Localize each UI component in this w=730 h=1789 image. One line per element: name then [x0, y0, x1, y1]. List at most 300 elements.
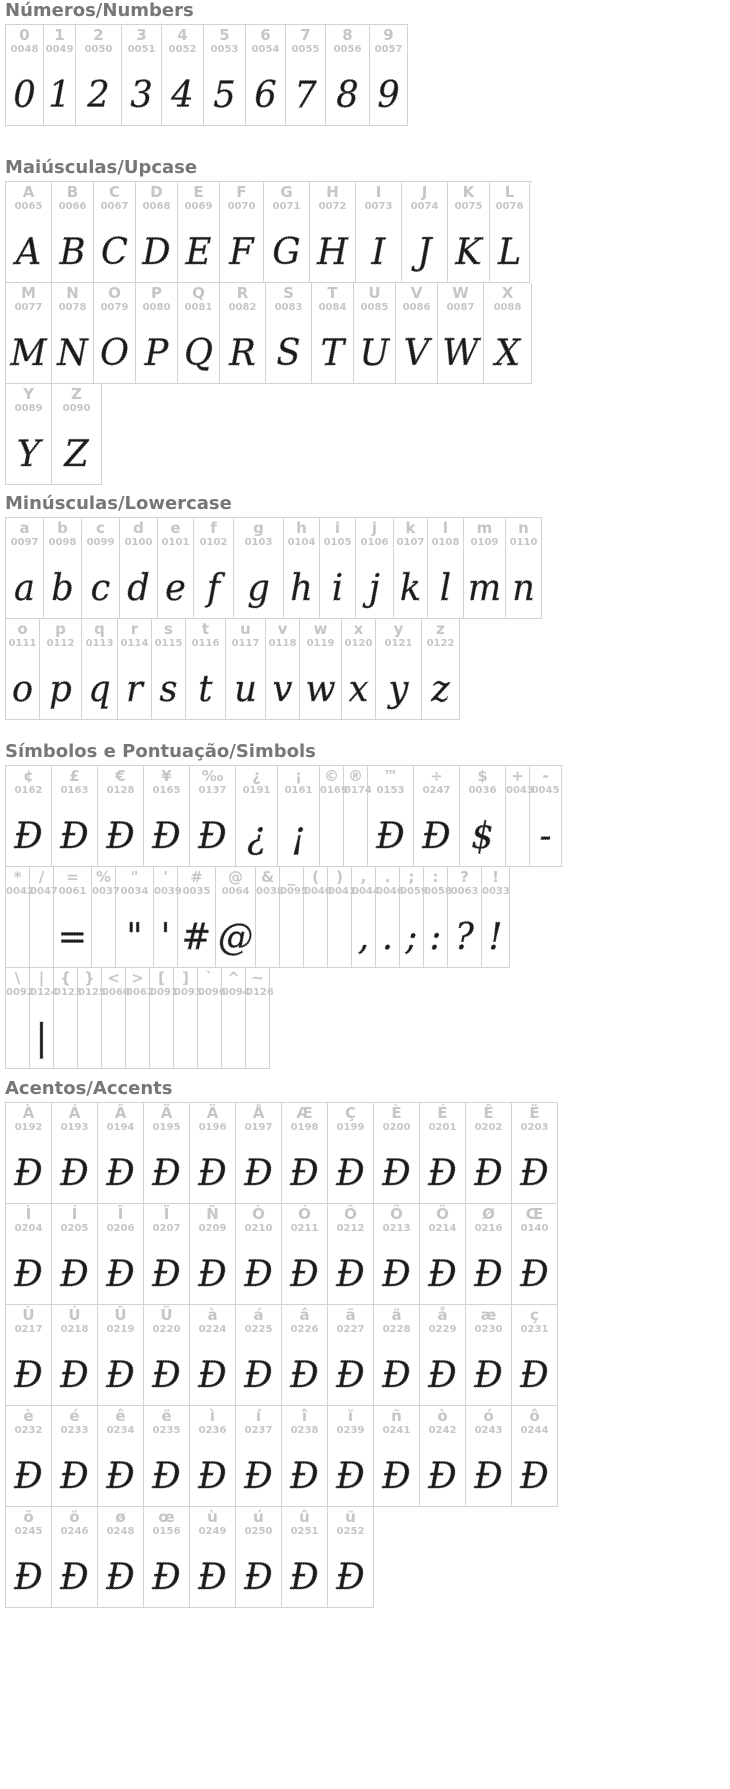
section-title: Acentos/Accents — [5, 1078, 173, 1099]
char-code: 0249 — [198, 1526, 227, 1537]
glyph-sample — [282, 1141, 327, 1199]
svg-text:f: f — [206, 567, 221, 610]
glyph-sample — [282, 1242, 327, 1300]
char-code: 0085 — [360, 302, 389, 313]
glyph-cell — [286, 25, 326, 126]
svg-text:Đ: Đ — [14, 815, 43, 858]
glyph-sample — [466, 1343, 511, 1401]
char-label: æ — [480, 1306, 497, 1324]
glyph-cell — [368, 766, 414, 867]
char-label: ú — [253, 1508, 264, 1526]
char-code: 0123 — [54, 987, 82, 998]
char-code: 0137 — [198, 785, 227, 796]
char-code: 0192 — [14, 1122, 43, 1133]
svg-text:P: P — [144, 332, 169, 375]
glyph-cell — [52, 1204, 98, 1305]
svg-text:Đ: Đ — [106, 1556, 135, 1599]
char-label: K — [462, 183, 475, 201]
svg-text:Đ: Đ — [382, 1253, 411, 1296]
glyph-cell — [266, 283, 312, 384]
glyph-sample — [356, 220, 401, 278]
glyph-cell — [282, 1204, 328, 1305]
svg-text::: : — [429, 916, 442, 959]
glyph-cell — [6, 518, 44, 619]
char-label: Z — [71, 385, 82, 403]
char-label: 5 — [219, 26, 230, 44]
glyph-sample — [52, 804, 97, 862]
glyph-cell — [530, 766, 562, 867]
char-code: 0174 — [344, 785, 372, 796]
char-label: B — [66, 183, 79, 201]
section-upcase — [5, 157, 532, 485]
char-code: 0106 — [360, 537, 389, 548]
char-code: 0219 — [106, 1324, 135, 1335]
glyph-cell — [154, 867, 182, 968]
char-code: 0062 — [126, 987, 154, 998]
glyph-cell — [506, 518, 542, 619]
glyph-cell — [158, 518, 194, 619]
svg-text:@: @ — [217, 916, 254, 959]
glyph-sample — [190, 1545, 235, 1603]
svg-text:Đ: Đ — [520, 1253, 549, 1296]
glyph-cell — [356, 182, 402, 283]
glyph-cell — [464, 518, 506, 619]
char-label: Ü — [160, 1306, 173, 1324]
glyph-sample — [98, 804, 143, 862]
char-label: X — [501, 284, 514, 302]
glyph-cell — [190, 766, 236, 867]
char-code: 0036 — [468, 785, 497, 796]
glyph-row — [5, 1305, 558, 1406]
svg-text:Z: Z — [64, 433, 89, 476]
glyph-row — [5, 517, 542, 619]
char-code: 0213 — [382, 1223, 411, 1234]
char-code: 0140 — [520, 1223, 549, 1234]
char-label: ! — [492, 868, 499, 886]
svg-text:c: c — [90, 567, 111, 610]
svg-text:B: B — [59, 231, 86, 274]
section-lowercase — [5, 493, 542, 720]
char-code: 0210 — [244, 1223, 273, 1234]
glyph-sample — [120, 556, 157, 614]
char-label: G — [280, 183, 293, 201]
glyph-sample — [310, 220, 355, 278]
glyph-sample — [264, 220, 309, 278]
char-label: Ø — [482, 1205, 495, 1223]
glyph-cell — [174, 968, 202, 1069]
glyph-cell — [54, 968, 82, 1069]
char-code: 0161 — [284, 785, 313, 796]
glyph-sample — [374, 1242, 419, 1300]
svg-text:A: A — [15, 231, 42, 274]
char-code: 0070 — [227, 201, 256, 212]
char-label: Ô — [344, 1205, 357, 1223]
glyph-sample — [94, 220, 135, 278]
glyph-sample — [158, 556, 193, 614]
char-label: ; — [408, 868, 415, 886]
glyph-sample — [286, 63, 325, 121]
glyph-sample — [344, 804, 367, 862]
glyph-sample — [82, 556, 119, 614]
char-code: 0105 — [323, 537, 352, 548]
svg-text:8: 8 — [336, 74, 359, 117]
glyph-sample — [506, 804, 529, 862]
glyph-cell — [98, 1204, 144, 1305]
svg-text:2: 2 — [87, 74, 110, 117]
svg-text:Đ: Đ — [290, 1556, 319, 1599]
glyph-cell — [52, 1103, 98, 1204]
svg-text:Đ: Đ — [520, 1354, 549, 1397]
glyph-cell — [82, 518, 120, 619]
char-code: 0107 — [396, 537, 425, 548]
svg-text:!: ! — [488, 916, 503, 959]
svg-text:F: F — [229, 231, 254, 274]
glyph-sample — [342, 657, 375, 715]
glyph-sample — [420, 1242, 465, 1300]
svg-text:Đ: Đ — [290, 1152, 319, 1195]
char-label: ã — [345, 1306, 356, 1324]
char-label: 9 — [383, 26, 394, 44]
char-label: å — [437, 1306, 448, 1324]
glyph-sample — [118, 657, 151, 715]
char-code: 0236 — [198, 1425, 227, 1436]
char-code: 0061 — [58, 886, 87, 897]
char-code: 0073 — [364, 201, 393, 212]
glyph-sample — [530, 804, 561, 862]
glyph-sample — [256, 905, 279, 963]
glyph-sample — [150, 1006, 173, 1064]
glyph-cell — [52, 182, 94, 283]
svg-text:Đ: Đ — [14, 1354, 43, 1397]
glyph-cell — [328, 1507, 374, 1608]
svg-text:Đ: Đ — [336, 1354, 365, 1397]
char-label: U — [368, 284, 381, 302]
char-code: 0243 — [474, 1425, 503, 1436]
char-label: . — [384, 868, 391, 886]
glyph-cell — [424, 867, 452, 968]
char-code: 0244 — [520, 1425, 549, 1436]
char-label: / — [38, 868, 45, 886]
char-code: 0068 — [142, 201, 171, 212]
char-code: 0233 — [60, 1425, 89, 1436]
glyph-cell — [342, 619, 376, 720]
svg-text:': ' — [160, 916, 171, 959]
glyph-sample — [506, 556, 541, 614]
glyph-sample — [414, 804, 459, 862]
glyph-cell — [466, 1305, 512, 1406]
char-label: " — [130, 868, 139, 886]
svg-text:m: m — [467, 567, 502, 610]
glyph-cell — [428, 518, 464, 619]
char-label: 1 — [54, 26, 65, 44]
glyph-row — [5, 181, 532, 283]
char-label: V — [410, 284, 423, 302]
char-label: E — [193, 183, 204, 201]
char-code: 0206 — [106, 1223, 135, 1234]
svg-text:Đ: Đ — [428, 1152, 457, 1195]
glyph-cell — [264, 182, 310, 283]
svg-text:5: 5 — [213, 74, 236, 117]
char-label: ø — [115, 1508, 126, 1526]
char-code: 0066 — [58, 201, 87, 212]
glyph-cell — [178, 182, 220, 283]
char-label: ] — [182, 969, 189, 987]
glyph-cell — [152, 619, 186, 720]
char-label: > — [131, 969, 144, 987]
char-code: 0193 — [60, 1122, 89, 1133]
glyph-sample — [246, 1006, 269, 1064]
char-code: 0084 — [318, 302, 347, 313]
svg-text:M: M — [10, 332, 47, 375]
glyph-sample — [136, 321, 177, 379]
char-code: 0034 — [120, 886, 149, 897]
svg-text:n: n — [512, 567, 535, 610]
char-code: 0055 — [291, 44, 320, 55]
glyph-sample — [144, 1545, 189, 1603]
char-code: 0207 — [152, 1223, 181, 1234]
svg-text:Đ: Đ — [198, 1152, 227, 1195]
glyph-sample — [6, 556, 43, 614]
char-label: ( — [312, 868, 319, 886]
glyph-row — [5, 1204, 558, 1305]
svg-text:O: O — [100, 332, 129, 375]
glyph-sample — [152, 657, 185, 715]
glyph-cell — [266, 619, 300, 720]
glyph-sample — [376, 657, 421, 715]
glyph-cell — [98, 1305, 144, 1406]
svg-text:Đ: Đ — [382, 1354, 411, 1397]
glyph-cell — [506, 766, 534, 867]
svg-text:Đ: Đ — [60, 1556, 89, 1599]
char-code: 0199 — [336, 1122, 365, 1133]
svg-text:Đ: Đ — [474, 1253, 503, 1296]
char-code: 0037 — [92, 886, 120, 897]
glyph-row — [5, 1507, 558, 1608]
char-code: 0077 — [14, 302, 43, 313]
svg-text:N: N — [57, 332, 88, 375]
glyph-sample — [356, 556, 393, 614]
glyph-cell — [6, 182, 52, 283]
glyph-row — [5, 765, 562, 867]
glyph-cell — [6, 968, 34, 1069]
char-code: 0087 — [446, 302, 475, 313]
svg-text:Đ: Đ — [60, 1354, 89, 1397]
glyph-row — [5, 283, 532, 384]
svg-text:Đ: Đ — [244, 1152, 273, 1195]
char-code: 0049 — [45, 44, 74, 55]
char-code: 0040 — [304, 886, 332, 897]
glyph-sample — [222, 1006, 245, 1064]
char-label: t — [201, 620, 210, 638]
svg-text:Đ: Đ — [198, 1253, 227, 1296]
glyph-sample — [54, 1006, 77, 1064]
svg-text:Đ: Đ — [152, 1354, 181, 1397]
svg-text:Đ: Đ — [14, 1253, 43, 1296]
glyph-cell — [376, 619, 422, 720]
svg-text:Đ: Đ — [106, 1455, 135, 1498]
char-code: 0041 — [328, 886, 356, 897]
char-label: ¢ — [23, 767, 34, 785]
char-code: 0104 — [287, 537, 316, 548]
char-code: 0079 — [100, 302, 129, 313]
svg-text:S: S — [276, 332, 301, 375]
char-label: £ — [69, 767, 80, 785]
char-label: N — [66, 284, 79, 302]
glyph-sample — [190, 1444, 235, 1502]
glyph-sample — [284, 556, 319, 614]
glyph-sample — [6, 905, 29, 963]
glyph-sample — [98, 1242, 143, 1300]
glyph-sample — [464, 556, 505, 614]
svg-text:Đ: Đ — [244, 1253, 273, 1296]
char-label: : — [432, 868, 439, 886]
char-label: Ç — [344, 1104, 356, 1122]
glyph-sample — [6, 1141, 51, 1199]
glyph-sample — [190, 1343, 235, 1401]
char-label: é — [69, 1407, 80, 1425]
glyph-cell — [222, 968, 250, 1069]
char-label: , — [360, 868, 367, 886]
glyph-sample — [282, 1444, 327, 1502]
glyph-cell — [78, 968, 106, 1069]
glyph-cell — [40, 619, 82, 720]
glyph-row — [5, 1406, 558, 1507]
char-label: D — [150, 183, 163, 201]
svg-text:v: v — [272, 668, 293, 711]
svg-text:-: - — [539, 815, 552, 858]
svg-text:3: 3 — [130, 74, 153, 117]
glyph-sample — [52, 1444, 97, 1502]
glyph-cell — [328, 867, 356, 968]
svg-text:Đ: Đ — [152, 815, 181, 858]
svg-text:#: # — [181, 916, 212, 959]
glyph-sample — [320, 556, 355, 614]
svg-text:|: | — [35, 1017, 48, 1060]
glyph-sample — [98, 1343, 143, 1401]
char-label: v — [277, 620, 288, 638]
svg-text:Đ: Đ — [60, 1253, 89, 1296]
svg-text:l: l — [439, 567, 452, 610]
glyph-sample — [512, 1444, 557, 1502]
glyph-row — [5, 867, 562, 968]
char-label: H — [326, 183, 339, 201]
glyph-cell — [282, 1103, 328, 1204]
glyph-sample — [304, 905, 327, 963]
svg-text:X: X — [494, 332, 521, 375]
char-code: 0075 — [454, 201, 483, 212]
glyph-cell — [94, 283, 136, 384]
glyph-cell — [144, 1103, 190, 1204]
glyph-cell — [120, 518, 158, 619]
glyph-cell — [94, 182, 136, 283]
char-code: 0252 — [336, 1526, 365, 1537]
glyph-sample — [6, 1006, 29, 1064]
svg-text:i: i — [331, 567, 344, 610]
char-label: C — [108, 183, 120, 201]
glyph-sample — [236, 1242, 281, 1300]
svg-text:E: E — [185, 231, 212, 274]
glyph-sample — [198, 1006, 221, 1064]
svg-text:h: h — [290, 567, 313, 610]
glyph-sample — [424, 905, 447, 963]
glyph-cell — [420, 1204, 466, 1305]
svg-text:": " — [126, 916, 143, 959]
glyph-cell — [420, 1305, 466, 1406]
glyph-cell — [400, 867, 428, 968]
svg-text:Đ: Đ — [60, 1152, 89, 1195]
glyph-sample — [328, 1545, 373, 1603]
glyph-sample — [328, 1242, 373, 1300]
char-label: M — [21, 284, 36, 302]
char-label: À — [22, 1104, 35, 1122]
glyph-cell — [236, 1507, 282, 1608]
svg-text:q: q — [88, 668, 111, 711]
svg-text:u: u — [234, 668, 257, 711]
char-code: 0053 — [210, 44, 239, 55]
glyph-cell — [234, 518, 284, 619]
char-label: Û — [114, 1306, 127, 1324]
char-label: f — [210, 519, 217, 537]
char-code: 0057 — [374, 44, 403, 55]
char-label: ñ — [391, 1407, 402, 1425]
glyph-sample — [448, 905, 481, 963]
char-label: u — [240, 620, 251, 638]
char-code: 0162 — [14, 785, 43, 796]
svg-text:Đ: Đ — [376, 815, 405, 858]
glyph-cell — [484, 283, 532, 384]
glyph-cell — [344, 766, 372, 867]
char-code: 0093 — [174, 987, 202, 998]
char-label: o — [17, 620, 28, 638]
svg-text:4: 4 — [171, 74, 194, 117]
char-code: 0128 — [106, 785, 135, 796]
char-label: b — [57, 519, 68, 537]
svg-text:s: s — [159, 668, 178, 711]
char-label: 4 — [177, 26, 188, 44]
glyph-sample — [422, 657, 459, 715]
svg-text:Đ: Đ — [336, 1253, 365, 1296]
char-code: 0045 — [531, 785, 560, 796]
char-code: 0095 — [280, 886, 308, 897]
glyph-cell — [352, 867, 380, 968]
glyph-sample — [282, 1545, 327, 1603]
glyph-sample — [6, 422, 51, 480]
char-label: R — [236, 284, 249, 302]
char-label: Q — [192, 284, 205, 302]
char-code: 0232 — [14, 1425, 43, 1436]
char-code: 0191 — [242, 785, 271, 796]
char-label: ÷ — [430, 767, 443, 785]
glyph-cell — [278, 766, 320, 867]
glyph-grid — [5, 517, 542, 720]
glyph-cell — [282, 1305, 328, 1406]
char-code: 0092 — [6, 987, 34, 998]
char-label: \ — [14, 969, 21, 987]
char-code: 0063 — [450, 886, 479, 897]
glyph-cell — [394, 518, 428, 619]
char-code: 0097 — [10, 537, 39, 548]
char-label: ó — [483, 1407, 494, 1425]
char-label: Ê — [483, 1104, 494, 1122]
char-code: 0115 — [154, 638, 183, 649]
char-label: ç — [530, 1306, 539, 1324]
char-code: 0234 — [106, 1425, 135, 1436]
glyph-cell — [466, 1406, 512, 1507]
svg-text:g: g — [247, 567, 270, 610]
char-code: 0230 — [474, 1324, 503, 1335]
char-code: 0072 — [318, 201, 347, 212]
char-code: 0117 — [231, 638, 260, 649]
